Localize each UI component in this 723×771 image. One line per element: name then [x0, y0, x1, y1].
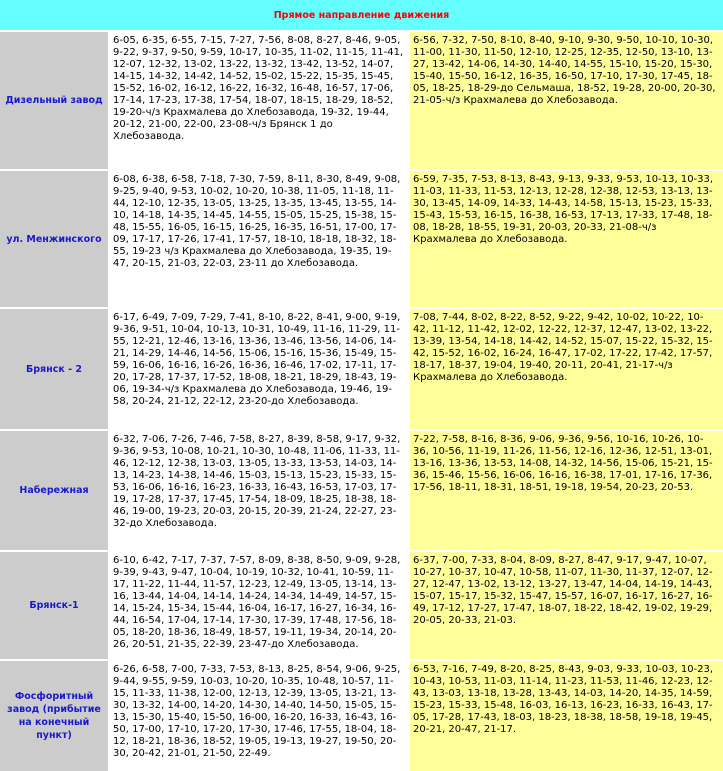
stop-label-bryansk-2: Брянск - 2 [0, 309, 108, 429]
stop-label-bryansk-1: Брянск-1 [0, 552, 108, 659]
stop-label-menzhinskogo: ул. Менжинского [0, 171, 108, 307]
times-column-2: 6-53, 7-16, 7-49, 8-20, 8-25, 8-43, 9-03, 9-33, 10-03, 10-23, 10-43, 10-53, 11-03, 11-14, 11-23, 11-53, 11-46, 12-23, 12- 43, 13-03, 13-18, 13-28, 13-43, 14-03, 14-20, 14-35, 14-59, 15-23, 15-33, 15-48, 16-03, 16-13, 16-23, 16-33, 16-43, 17- 05, 17-28, 17-43, 18-03, 18-23, 18-38, 18-58, 19-18, 19-45, 20-21, 20-47, 21-17. [410, 661, 723, 771]
times-column-2: 6-37, 7-00, 7-33, 8-04, 8-09, 8-27, 8-47, 9-17, 9-47, 10-07, 10-27, 10-37, 10-47, 10-58, 11-07, 11-30, 11-37, 12-07, 12- 27, 12-47, 13-02, 13-12, 13-27, 13-47, 14-04, 14-19, 14-43, 15-07, 15-17, 15-32, 15-47, 15-57, 16-07, 16-17, 16-27, 16- 49, 17-12, 17-27, 17-47, 18-07, 18-22, 18-42, 19-02, 19-29, 20-05, 20-33, 21-03. [410, 552, 723, 659]
times-column-2: 7-08, 7-44, 8-02, 8-22, 8-52, 9-22, 9-42, 10-02, 10-22, 10- 42, 11-12, 11-42, 12-02, 12-22, 12-37, 12-47, 13-02, 13-22, 13-39, 13-54, 14-18, 14-42, 14-52, 15-07, 15-22, 15-32, 15- 42, 15-52, 16-02, 16-24, 16-47, 17-02, 17-22, 17-42, 17-57, 18-17, 18-37, 19-04, 19-40, 20-11, 20-41, 21-17-ч/з Крахмалева до Хлебозавода. [410, 309, 723, 429]
times-column-1: 6-17, 6-49, 7-09, 7-29, 7-41, 8-10, 8-22, 8-41, 9-00, 9-19, 9-36, 9-51, 10-04, 10-13, 10-31, 10-49, 11-16, 11-29, 11- 55, 12-21, 12-46, 13-16, 13-36, 13-46, 13-56, 14-06, 14- 21, 14-29, 14-46, 14-56, 15-06, 15-16, 15-36, 15-49, 15- 59, 16-06, 16-16, 16-26, 16-36, 16-46, 17-02, 17-11, 17- 20, 17-28, 17-37, 17-52, 18-08, 18-21, 18-29, 18-43, 19- 06, 19-34-ч/з Крахмалева до Хлебозавода, 19-46, 19- 58, 20-24, 21-12, 22-12, 23-20-до Хлебозавода. [110, 309, 408, 429]
table-header: Прямое направление движения [0, 0, 723, 30]
times-column-1: 6-26, 6-58, 7-00, 7-33, 7-53, 8-13, 8-25, 8-54, 9-06, 9-25, 9-44, 9-55, 9-59, 10-03, 10-20, 10-35, 10-48, 10-57, 11- 15, 11-33, 11-38, 12-00, 12-13, 12-39, 13-05, 13-21, 13- 30, 13-32, 14-00, 14-20, 14-30, 14-40, 14-50, 15-05, 15- 13, 15-30, 15-40, 15-50, 16-00, 16-20, 16-33, 16-43, 16- 50, 17-00, 17-10, 17-20, 17-30, 17-46, 17-55, 18-04, 18- 12, 18-21, 18-36, 18-52, 19-05, 19-13, 19-27, 19-50, 20- 30, 20-42, 21-01, 21-50, 22-49. [110, 661, 408, 771]
stop-label-fosforitny-zavod: Фосфоритный завод (прибытие на конечный пункт) [0, 661, 108, 771]
times-column-2: 6-59, 7-35, 7-53, 8-13, 8-43, 9-13, 9-33, 9-53, 10-13, 10-33, 11-03, 11-33, 11-53, 12-13, 12-28, 12-38, 12-53, 13-13, 13- 30, 13-45, 14-09, 14-33, 14-43, 14-58, 15-13, 15-23, 15-33, 15-43, 15-53, 16-15, 16-38, 16-53, 17-13, 17-33, 17-48, 18- 08, 18-28, 18-55, 19-31, 20-03, 20-33, 21-08-ч/з Крахмалева до Хлебозавода. [410, 171, 723, 307]
stop-label-naberezhnaya: Набережная [0, 431, 108, 550]
times-column-2: 7-22, 7-58, 8-16, 8-36, 9-06, 9-36, 9-56, 10-16, 10-26, 10- 36, 10-56, 11-19, 11-26, 11-56, 12-16, 12-36, 12-51, 13-01, 13-16, 13-36, 13-53, 14-08, 14-32, 14-56, 15-06, 15-21, 15- 36, 15-46, 15-56, 16-06, 16-16, 16-38, 17-01, 17-16, 17-36, 17-56, 18-11, 18-31, 18-51, 19-18, 19-54, 20-23, 20-53. [410, 431, 723, 550]
times-column-1: 6-05, 6-35, 6-55, 7-15, 7-27, 7-56, 8-08, 8-27, 8-46, 9-05, 9-22, 9-37, 9-50, 9-59, 10-17, 10-35, 11-02, 11-15, 11-41, 12-07, 12-32, 13-02, 13-22, 13-32, 13-42, 13-52, 14-07, 14-15, 14-32, 14-42, 14-52, 15-02, 15-22, 15-35, 15-45, 15-52, 16-02, 16-12, 16-22, 16-32, 16-48, 16-57, 17-06, 17-14, 17-23, 17-38, 17-54, 18-07, 18-15, 18-29, 18-52, 19-20-ч/з Крахмалева до Хлебозавода, 19-32, 19-44, 20-12, 21-00, 22-00, 23-08-ч/з Брянск 1 до Хлебозавода. [110, 32, 408, 169]
times-column-1: 6-32, 7-06, 7-26, 7-46, 7-58, 8-27, 8-39, 8-58, 9-17, 9-32, 9-36, 9-53, 10-08, 10-21, 10-30, 10-48, 11-06, 11-33, 11- 46, 12-12, 12-38, 13-03, 13-05, 13-33, 13-53, 14-03, 14- 13, 14-23, 14-38, 14-46, 15-03, 15-13, 15-23, 15-33, 15- 53, 16-06, 16-16, 16-23, 16-33, 16-43, 16-53, 17-03, 17- 19, 17-28, 17-37, 17-45, 17-54, 18-09, 18-25, 18-38, 18- 46, 19-00, 19-23, 20-03, 20-15, 20-39, 21-24, 22-27, 23- 32-до Хлебозавода. [110, 431, 408, 550]
times-column-2: 6-56, 7-32, 7-50, 8-10, 8-40, 9-10, 9-30, 9-50, 10-10, 10-30, 11-00, 11-30, 11-50, 12-10, 12-25, 12-35, 12-50, 13-10, 13- 27, 13-42, 14-06, 14-30, 14-40, 14-55, 15-10, 15-20, 15-30, 15-40, 15-50, 16-12, 16-35, 16-50, 17-10, 17-30, 17-45, 18- 05, 18-25, 18-29-до Сельмаша, 18-52, 19-28, 20-00, 20-30, 21-05-ч/з Крахмалева до Хлебозавода. [410, 32, 723, 169]
times-column-1: 6-10, 6-42, 7-17, 7-37, 7-57, 8-09, 8-38, 8-50, 9-09, 9-28, 9-39, 9-43, 9-47, 10-04, 10-19, 10-32, 10-41, 10-59, 11- 17, 11-22, 11-44, 11-57, 12-23, 12-49, 13-05, 13-14, 13- 16, 13-44, 14-04, 14-14, 14-24, 14-34, 14-49, 14-57, 15- 14, 15-24, 15-34, 15-44, 16-04, 16-17, 16-27, 16-34, 16- 44, 16-54, 17-04, 17-14, 17-30, 17-39, 17-48, 17-56, 18- 05, 18-20, 18-36, 18-49, 18-57, 19-11, 19-34, 20-14, 20- 26, 20-51, 21-35, 22-39, 23-47-до Хлебозавода. [110, 552, 408, 659]
stop-label-dizelny-zavod: Дизельный завод [0, 32, 108, 169]
times-column-1: 6-08, 6-38, 6-58, 7-18, 7-30, 7-59, 8-11, 8-30, 8-49, 9-08, 9-25, 9-40, 9-53, 10-02, 10-20, 10-38, 11-05, 11-18, 11- 44, 12-10, 12-35, 13-05, 13-25, 13-35, 13-45, 13-55, 14- 10, 14-18, 14-35, 14-45, 14-55, 15-05, 15-25, 15-38, 15- 48, 15-55, 16-05, 16-15, 16-25, 16-35, 16-51, 17-00, 17- 09, 17-17, 17-26, 17-41, 17-57, 18-10, 18-18, 18-32, 18- 55, 19-23 ч/з Крахмалева до Хлебозавода, 19-35, 19- 47, 20-15, 21-03, 22-03, 23-11 до Хлебозавода. [110, 171, 408, 307]
